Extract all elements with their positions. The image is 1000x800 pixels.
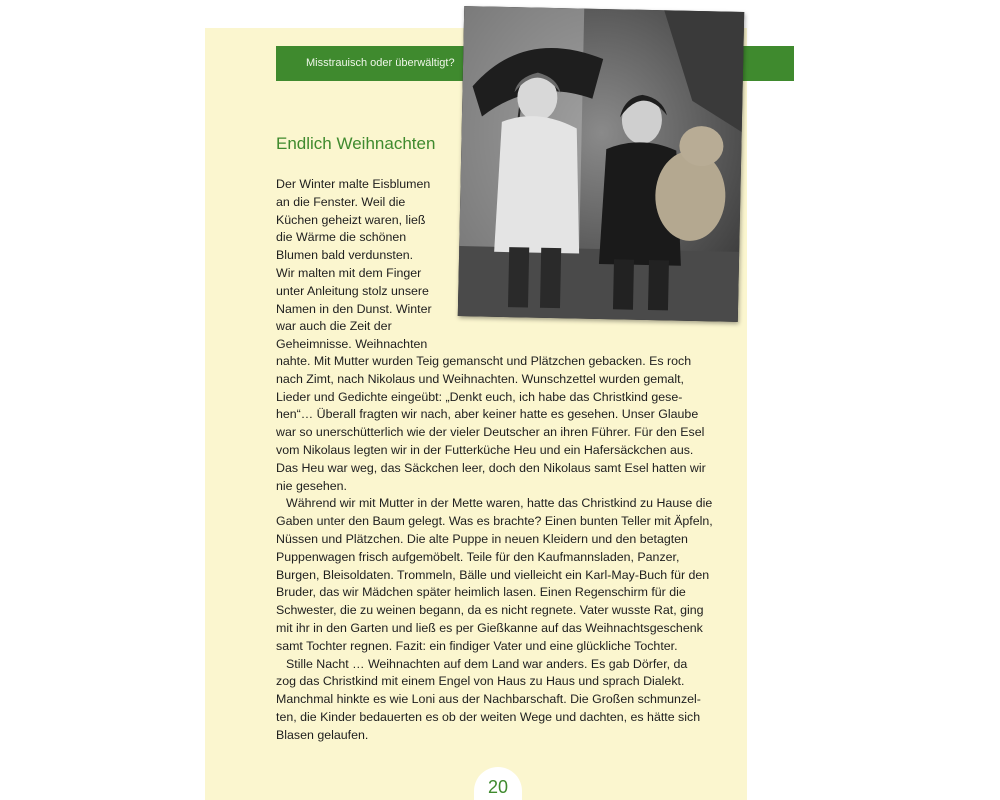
- text-line: Das Heu war weg, das Säckchen leer, doch den Nikolaus samt Esel hatten wir: [276, 460, 706, 475]
- text-line: nahte. Mit Mutter wurden Teig gemanscht und Plätzchen gebacken. Es roch: [276, 354, 692, 368]
- text-line: Puppenwagen frisch aufgemöbelt. Teile für den Kaufmannsladen, Panzer,: [276, 549, 680, 564]
- text-line: Namen in den Dunst. Winter: [276, 301, 432, 316]
- article-body-wide: [276, 353, 736, 745]
- section-title: Misstrauisch oder überwältigt?: [306, 57, 455, 69]
- text-line: unter Anleitung stolz unsere: [276, 283, 429, 298]
- article-body-narrow: [276, 176, 456, 354]
- text-line: samt Tochter regnen. Fazit: ein findiger Vater und eine glückliche Tochter.: [276, 638, 678, 653]
- text-line: die Wärme die schönen: [276, 230, 407, 245]
- text-line: Lieder und Gedichte eingeübt: „Denkt euch, ich habe das Christkind gese-: [276, 389, 683, 404]
- text-line: Während wir mit Mutter in der Mette waren, hatte das Christkind zu Hause die: [286, 496, 713, 511]
- text-line: Blasen gelaufen.: [276, 727, 369, 742]
- text-line: war auch die Zeit der: [276, 319, 392, 334]
- text-line: an die Fenster. Weil die: [276, 194, 406, 209]
- article-title: Endlich Weihnachten: [276, 134, 436, 153]
- text-line: hen“… Überall fragten wir nach, aber keiner hatte es gesehen. Unser Glaube: [276, 407, 699, 422]
- text-line: vom Nikolaus legten wir in der Futterküche Heu und ein Hafersäckchen aus.: [276, 442, 694, 457]
- text-line: Wir malten mit dem Finger: [276, 265, 422, 280]
- page-number: 20: [487, 777, 509, 797]
- text-line: Küchen geheizt waren, ließ: [276, 212, 426, 227]
- text-line: nie gesehen.: [276, 478, 347, 493]
- text-line: Nüssen und Plätzchen. Die alte Puppe in neuen Kleidern und den betagten: [276, 531, 688, 546]
- text-line: Stille Nacht … Weihnachten auf dem Land war anders. Es gab Dörfer, da: [286, 656, 688, 671]
- text-line: mit ihr in den Garten und ließ es per Gießkanne auf das Weihnachtsgeschenk: [276, 620, 703, 635]
- text-line: Burgen, Bleisoldaten. Trommeln, Bälle und vielleicht ein Karl-May-Buch für den: [276, 567, 710, 582]
- text-line: Manchmal hinkte es wie Loni aus der Nachbarschaft. Die Großen schmunzel-: [276, 692, 701, 707]
- text-line: Geheimnisse. Weihnachten: [276, 337, 428, 352]
- text-line: Gaben unter den Baum gelegt. Was es brachte? Einen bunten Teller mit Äpfeln,: [276, 514, 713, 529]
- text-line: Bruder, das wir Mädchen später heimlich lasen. Einen Regenschirm für die: [276, 585, 686, 600]
- text-line: zog das Christkind mit einem Engel von Haus zu Haus und sprach Dialekt.: [276, 674, 685, 689]
- text-line: Blumen bald verdunsten.: [276, 248, 414, 263]
- text-line: ten, die Kinder bedauerten es ob der weiten Wege und dachten, es hätte sich: [276, 709, 701, 724]
- text-line: Schwester, die zu weinen begann, da es nicht regnete. Vater wusste Rat, ging: [276, 603, 704, 618]
- text-line: war so unerschütterlich wie der vieler Deutscher an ihren Führer. Für den Esel: [276, 425, 705, 440]
- text-line: Der Winter malte Eisblumen: [276, 177, 431, 191]
- text-line: nach Zimt, nach Nikolaus und Weihnachten. Wunschzettel wurden gemalt,: [276, 371, 684, 386]
- christmas-children-photo: [458, 6, 744, 322]
